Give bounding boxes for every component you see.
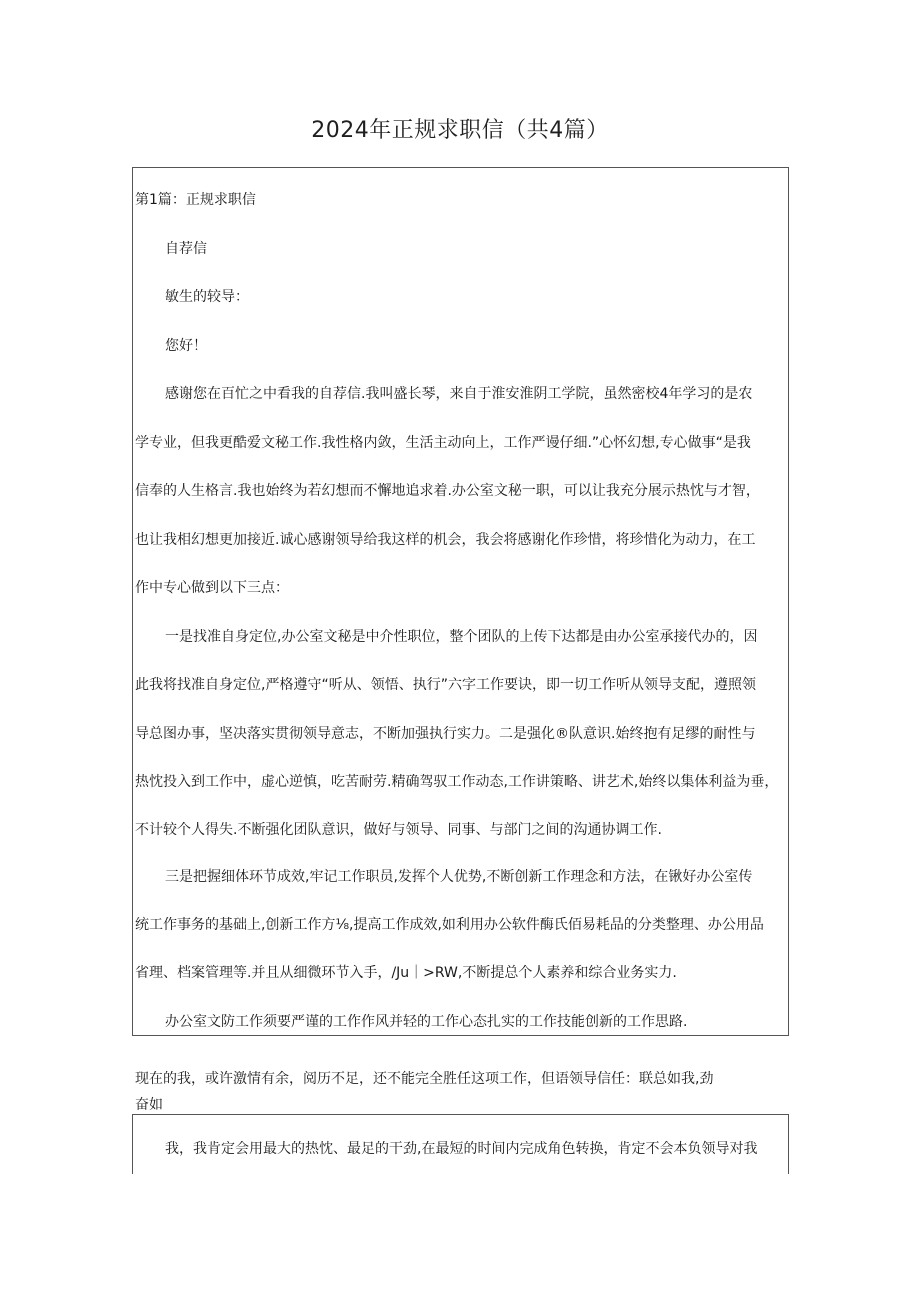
paragraph-line: 现在的我，或许激情有余，阅历不足，还不能完全胜任这项工作，但语领导信任：联总如我,劲 bbox=[135, 1071, 714, 1087]
salutation: 敏生的较导： bbox=[165, 289, 249, 305]
paragraph-line: 也让我相幻想更加接近.诚心感谢领导给我这样的机会，我会将感谢化作珍惜，将珍惜化为动力，在工 bbox=[135, 532, 756, 548]
paragraph-line: 三是把握细体环节成效,牢记工作职员,发挥个人优势,不断创新工作理念和方法，在锹好办公室传 bbox=[165, 869, 753, 885]
paragraph-line: 统工作事务的基础上,创新工作方⅛,提高工作成效,如利用办公软件酶氏佰易耗品的分类整理、办公用品 bbox=[135, 917, 764, 933]
paragraph-line: 一是找准自身定位,办公室文秘是中介性职位，整个团队的上传下达都是由办公室承接代办的，因 bbox=[165, 629, 758, 645]
paragraph-line: 感谢您在百忙之中看我的自荐信.我叫盛长琴，来自于淮安淮阴工学院，虽然密校4年学习的是农 bbox=[165, 386, 753, 402]
paragraph-line: 不计较个人得失.不断强化团队意识，做好与领导、同事、与部门之间的沟通协调工作. bbox=[135, 822, 662, 838]
paragraph-line: 奋如 bbox=[135, 1097, 163, 1113]
paragraph-line: 学专业，但我更酷爱文秘工作.我性格内敛，生活主动向上，工作严谩仔细.”心怀幻想,专心做事“是我 bbox=[135, 435, 751, 451]
paragraph-line: 信奉的人生格言.我也始终为若幻想而不懈地追求着.办公室文秘一职，可以让我充分展示热忱与才智， bbox=[135, 483, 760, 499]
paragraph-line: 导总图办事，坚决落实贯彻领导意志，不断加强执行实力。二是强化®队意识.始终抱有足缪的耐性与 bbox=[135, 726, 756, 742]
paragraph-line: 省理、档案管理等.并且从细微环节入手，/Ju｜>RW,不断提总个人素养和综合业务实力. bbox=[135, 965, 677, 981]
paragraph-line: 热忱投入到工作中，虚心逆慎，吃苦耐劳.精确驾驭工作动态,工作讲策略、讲艺术,始终以集体利益为垂， bbox=[135, 774, 779, 790]
paragraph-line: 作中专心做到以下三点： bbox=[135, 580, 289, 596]
letter-title: 自荐信 bbox=[165, 241, 207, 257]
section-heading: 第1篇：正规求职信 bbox=[135, 192, 256, 208]
paragraph-line: 办公室文防工作须要严谨的工作作风并轻的工作心态扎实的工作技能创新的工作思路. bbox=[165, 1014, 688, 1030]
document-title: 2024年正规求职信（共4篇） bbox=[311, 118, 609, 143]
paragraph-line: 我，我肯定会用最大的热忱、最足的干劲,在最短的时间内完成角色转换，肯定不会本负领导对我 bbox=[165, 1141, 758, 1157]
paragraph-line: 此我将找准自身定位,严格遵守“听从、领悟、执行”六字工作要诀，即一切工作听从领导支配，遵照领 bbox=[135, 677, 756, 693]
greeting: 您好！ bbox=[165, 338, 207, 354]
